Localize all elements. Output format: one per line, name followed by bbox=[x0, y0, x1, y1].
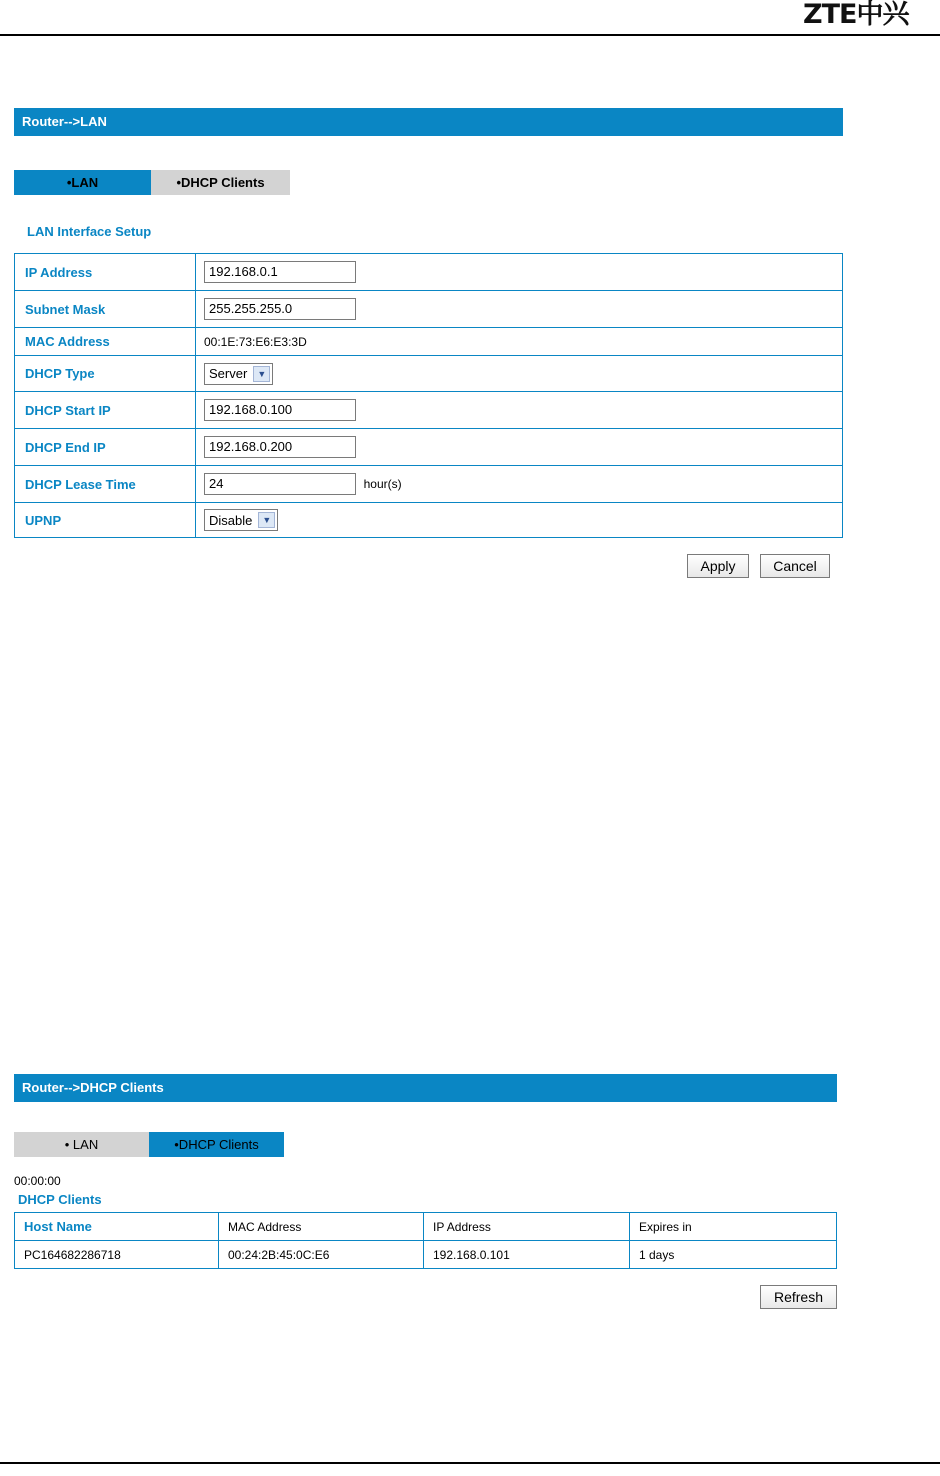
dhcp-lease-time-label: DHCP Lease Time bbox=[15, 466, 196, 503]
mac-address-label: MAC Address bbox=[15, 328, 196, 356]
mac-address-value: 00:1E:73:E6:E3:3D bbox=[196, 328, 843, 356]
dhcp-start-ip-label: DHCP Start IP bbox=[15, 392, 196, 429]
tab-lan[interactable]: •LAN bbox=[14, 170, 151, 195]
row-ip-address bbox=[15, 254, 843, 291]
refresh-button[interactable]: Refresh bbox=[760, 1285, 837, 1309]
lan-interface-setup-heading: LAN Interface Setup bbox=[27, 224, 152, 239]
tab-dhcp-clients[interactable]: •DHCP Clients bbox=[151, 170, 290, 195]
dhcp-clients-table bbox=[14, 1212, 837, 1269]
row-subnet-mask bbox=[15, 291, 843, 328]
row-dhcp-end-ip bbox=[15, 429, 843, 466]
ip-address-cell: 192.168.0.101 bbox=[424, 1241, 630, 1269]
upnp-selected: Disable bbox=[209, 512, 253, 528]
dhcp-clients-title-bar: Router-->DHCP Clients bbox=[14, 1074, 837, 1102]
lan-settings-table bbox=[14, 253, 843, 538]
row-dhcp-start-ip bbox=[15, 392, 843, 429]
dhcp-end-ip-label: DHCP End IP bbox=[15, 429, 196, 466]
row-upnp bbox=[15, 503, 843, 538]
subnet-mask-input[interactable]: 255.255.255.0 bbox=[204, 298, 356, 320]
table-header-row bbox=[15, 1213, 837, 1241]
column-header: Expires in bbox=[630, 1213, 837, 1241]
row-dhcp-lease-time bbox=[15, 466, 843, 503]
dhcp-type-selected: Server bbox=[209, 366, 248, 381]
subnet-mask-label: Subnet Mask bbox=[15, 291, 196, 328]
chevron-down-icon: ▼ bbox=[258, 512, 275, 528]
footer-rule bbox=[0, 1462, 940, 1464]
table-row bbox=[15, 1241, 837, 1269]
tab-dhcp-clients[interactable]: •DHCP Clients bbox=[149, 1132, 284, 1157]
dhcp-clients-heading: DHCP Clients bbox=[18, 1192, 102, 1207]
timer-text: 00:00:00 bbox=[14, 1174, 61, 1188]
zte-logo: ZTE中兴 bbox=[803, 0, 909, 30]
lan-title-bar: Router-->LAN bbox=[14, 108, 843, 136]
row-mac-address bbox=[15, 328, 843, 356]
ip-address-label: IP Address bbox=[15, 254, 196, 291]
dhcp-lease-time-input[interactable]: 24 bbox=[204, 473, 356, 495]
upnp-label: UPNP bbox=[15, 503, 196, 538]
dhcp-end-ip-input[interactable]: 192.168.0.200 bbox=[204, 436, 356, 458]
host-name-cell: PC164682286718 bbox=[15, 1241, 219, 1269]
column-header: IP Address bbox=[424, 1213, 630, 1241]
apply-button[interactable]: Apply bbox=[687, 554, 749, 578]
upnp-select[interactable] bbox=[204, 509, 278, 531]
chevron-down-icon: ▼ bbox=[253, 366, 270, 382]
lease-time-unit: hour(s) bbox=[363, 477, 402, 491]
ip-address-input[interactable]: 192.168.0.1 bbox=[204, 261, 356, 283]
column-header: Host Name bbox=[15, 1213, 219, 1241]
column-header: MAC Address bbox=[219, 1213, 424, 1241]
dhcp-type-select[interactable] bbox=[204, 363, 273, 385]
cancel-button[interactable]: Cancel bbox=[760, 554, 830, 578]
dhcp-start-ip-input[interactable]: 192.168.0.100 bbox=[204, 399, 356, 421]
mac-address-cell: 00:24:2B:45:0C:E6 bbox=[219, 1241, 424, 1269]
dhcp-type-label: DHCP Type bbox=[15, 356, 196, 392]
row-dhcp-type bbox=[15, 356, 843, 392]
tab-lan[interactable]: • LAN bbox=[14, 1132, 149, 1157]
header-rule bbox=[0, 34, 940, 36]
expires-in-cell: 1 days bbox=[630, 1241, 837, 1269]
